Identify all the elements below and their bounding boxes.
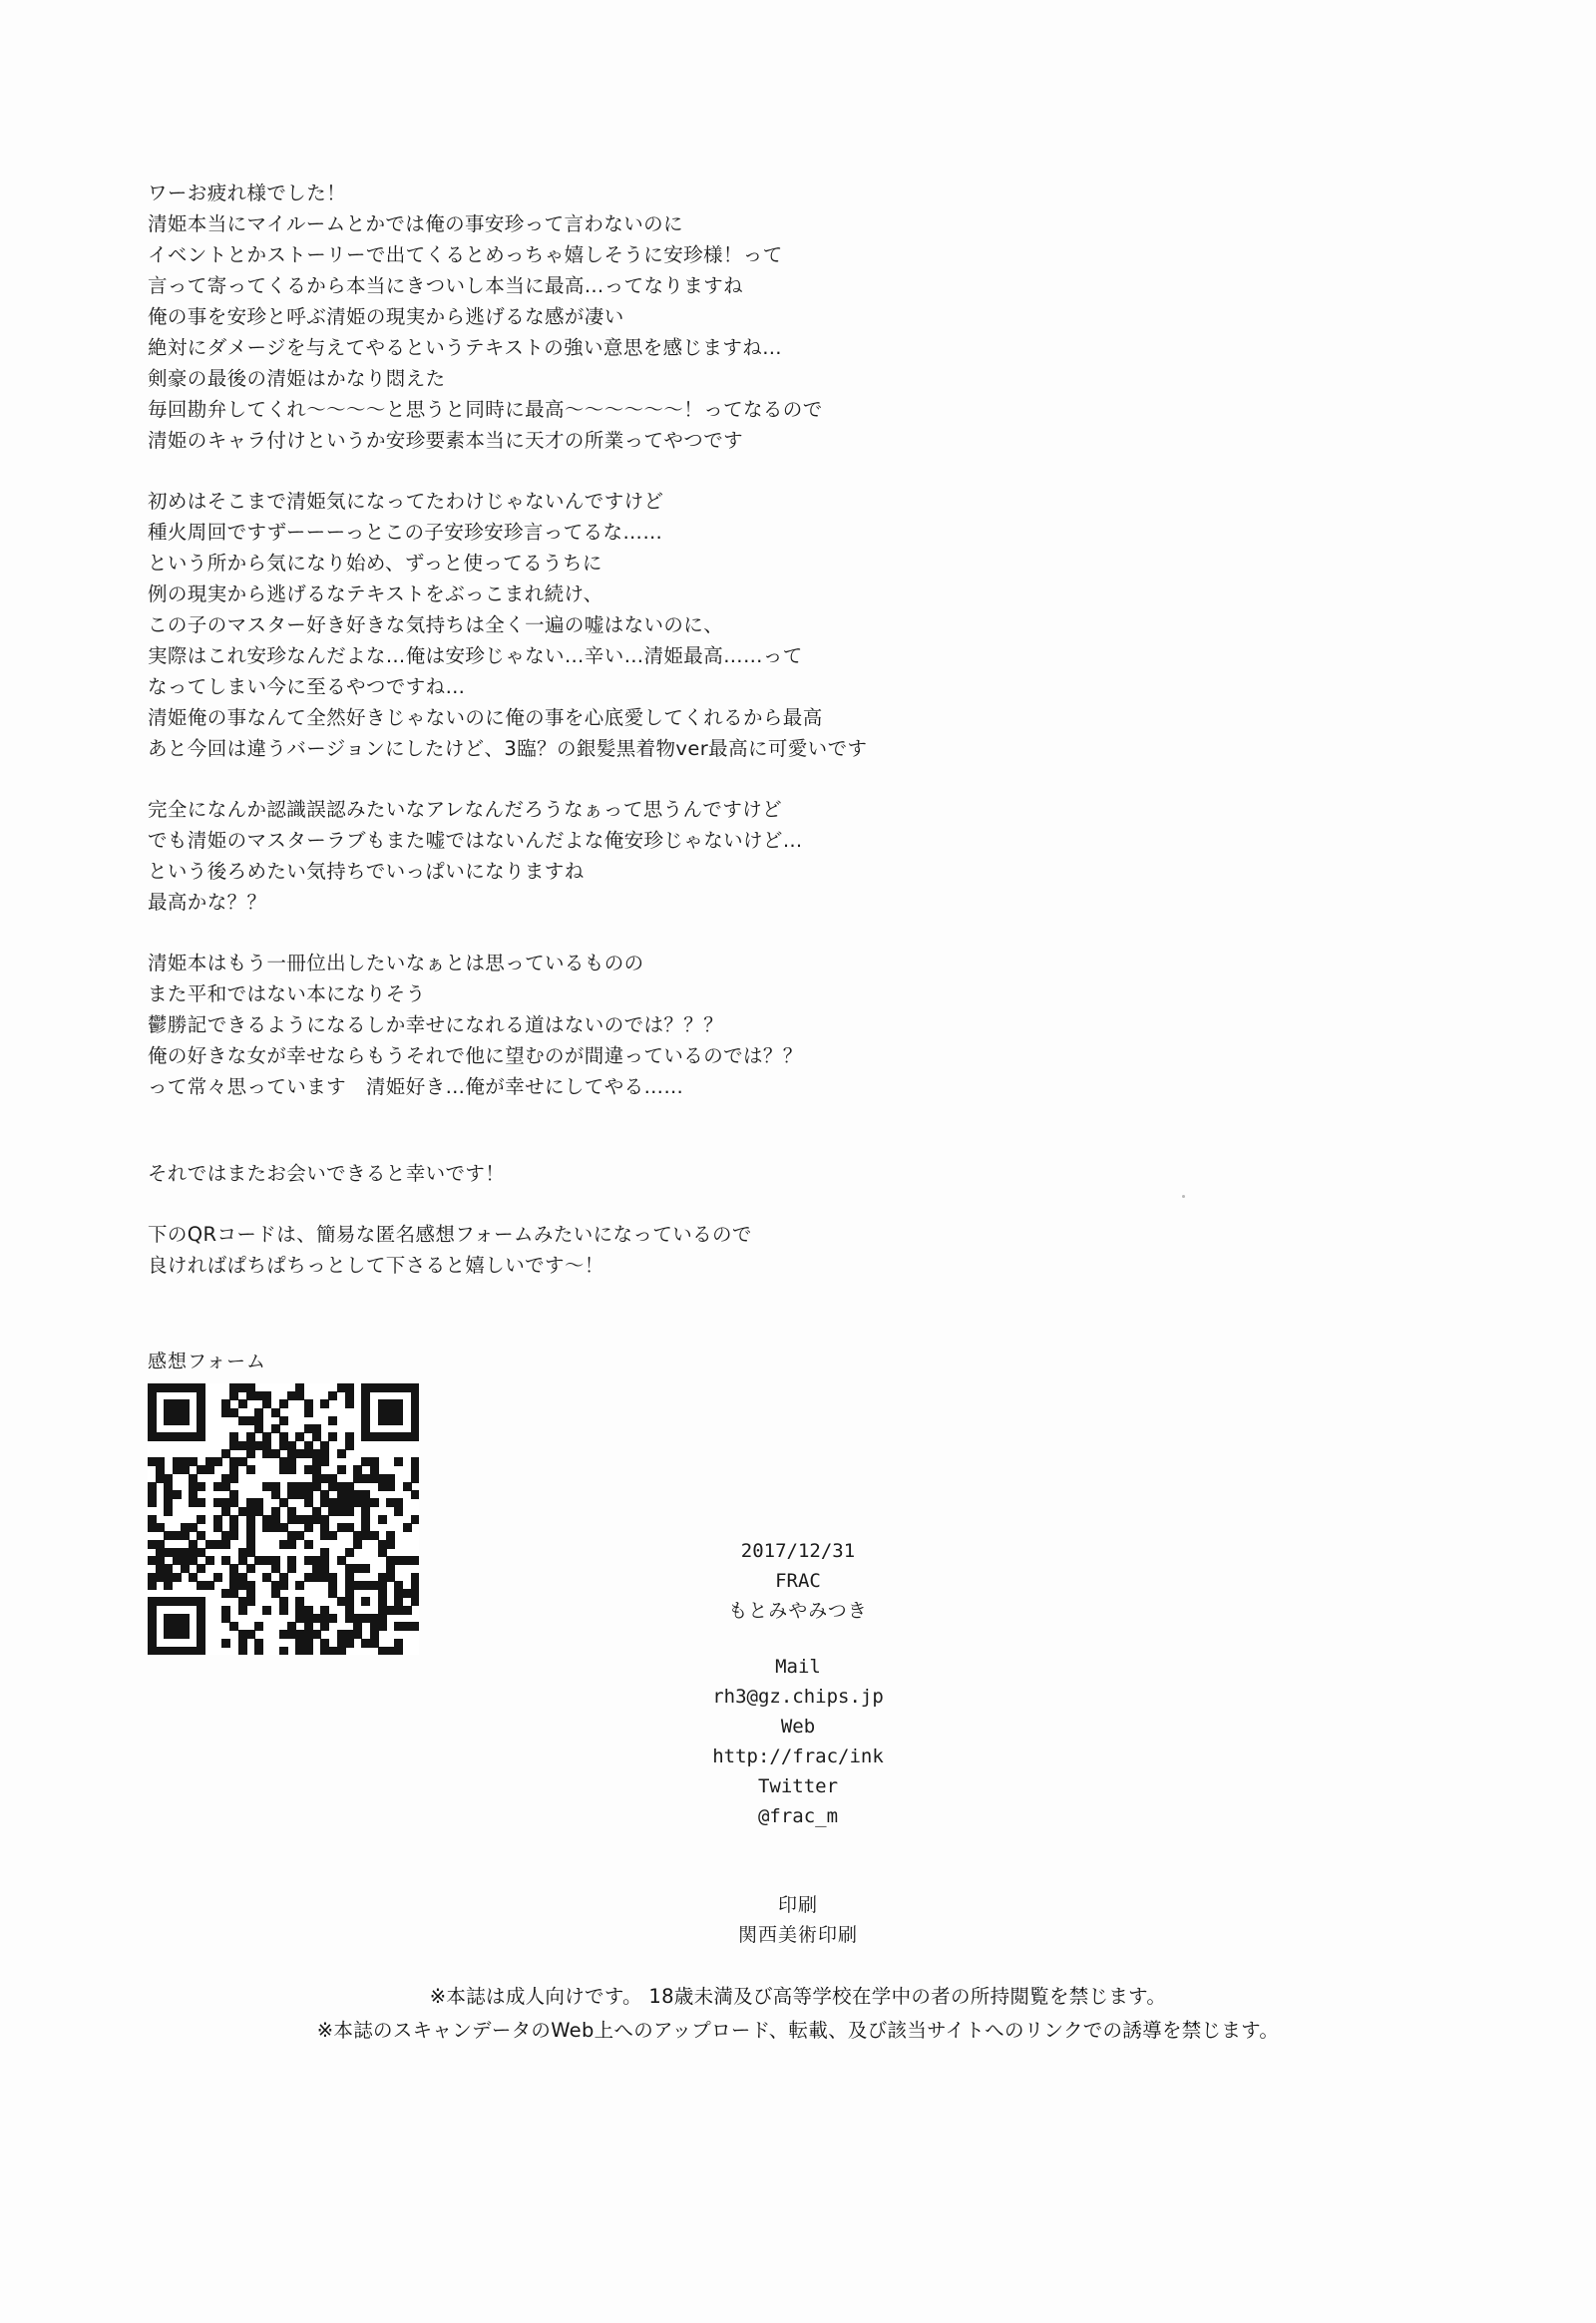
colophon-twitter-value: @frac_m (757, 1805, 839, 1827)
afterword-line: 下のQRコードは、簡易な匿名感想フォームみたいになっているので (148, 1223, 752, 1246)
afterword-line: 完全になんか認識誤認みたいなアレなんだろうなぁって思うんですけど (148, 798, 783, 821)
colophon-mail-label: Mail (775, 1656, 821, 1678)
afterword-line: 俺の好きな女が幸せならもうそれで他に望むのが間違っているのでは？？ (148, 1044, 803, 1067)
notice-line-1: ※本誌は成人向けです。 18歳未満及び高等学校在学中の者の所持閲覧を禁じます。 (429, 1985, 1167, 2008)
afterword-line: 種火周回ですずーーーっとこの子安珍安珍言ってるな…… (148, 521, 663, 544)
colophon (0, 1536, 1596, 1831)
afterword-line: 最高かな？？ (148, 891, 267, 914)
colophon-author: もとみやみつき (728, 1600, 868, 1622)
afterword-line: 清姫本当にマイルームとかでは俺の事安珍って言わないのに (148, 212, 683, 235)
qr-caption: 感想フォーム (148, 1351, 267, 1372)
afterword-paragraph-3 (148, 794, 1325, 918)
afterword-paragraph-2 (148, 486, 1325, 764)
afterword-text (148, 178, 1325, 1311)
afterword-paragraph-6 (148, 1219, 1325, 1281)
afterword-line: 初めはそこまで清姫気になってたわけじゃないんですけど (148, 490, 664, 513)
afterword-line: ワーお疲れ様でした！ (148, 182, 347, 204)
afterword-line: それではまたお会いできると幸いです！ (148, 1162, 506, 1185)
afterword-line: 例の現実から逃げるなテキストをぶっこまれ続け、 (148, 582, 603, 605)
afterword-line: という後ろめたい気持ちでいっぱいになりますね (148, 860, 585, 883)
printer-block (0, 1890, 1596, 1950)
afterword-line: 清姫本はもう一冊位出したいなぁとは思っているものの (148, 952, 644, 974)
printer-label: 印刷 (777, 1894, 818, 1916)
afterword-line: イベントとかストーリーで出てくるとめっちゃ嬉しそうに安珍様！って (148, 243, 783, 266)
notice-line-2: ※本誌のスキャンデータのWeb上へのアップロード、転載、及び該当サイトへのリンクでの誘導を禁じます。 (316, 2019, 1280, 2042)
colophon-spacer (0, 1626, 1596, 1652)
afterword-line: という所から気になり始め、ずっと使ってるうちに (148, 552, 602, 575)
afterword-line: 清姫俺の事なんて全然好きじゃないのに俺の事を心底愛してくれるから最高 (148, 706, 823, 729)
afterword-line: 実際はこれ安珍なんだよな…俺は安珍じゃない…辛い…清姫最高……って (148, 644, 803, 667)
afterword-line: でも清姫のマスターラブもまた嘘ではないんだよな俺安珍じゃないけど… (148, 829, 803, 852)
colophon-web-value: http://frac/ink (712, 1745, 884, 1767)
afterword-line: 毎回勘弁してくれ〜〜〜〜と思うと同時に最高〜〜〜〜〜〜！ってなるので (148, 398, 823, 421)
afterword-line: あと今回は違うバージョンにしたけど、3臨？の銀髪黒着物ver最高に可愛いです (148, 737, 868, 760)
afterword-line: 言って寄ってくるから本当にきついし本当に最高…ってなりますね (148, 274, 744, 297)
afterword-line: って常々思っています 清姫好き…俺が幸せにしてやる…… (148, 1075, 684, 1098)
afterword-line: 鬱勝記できるようになるしか幸せになれる道はないのでは？？？ (148, 1013, 724, 1036)
colophon-circle: FRAC (775, 1570, 821, 1592)
afterword-line: この子のマスター好き好きな気持ちは全く一遍の嘘はないのに、 (148, 613, 724, 636)
afterword-line: 絶対にダメージを与えてやるというテキストの強い意思を感じますね… (148, 336, 783, 359)
afterword-line: 良ければぱちぱちっとして下さると嬉しいです〜！ (148, 1254, 604, 1277)
afterword-line: 清姫のキャラ付けというか安珍要素本当に天才の所業ってやつです (148, 429, 744, 452)
afterword-paragraph-4 (148, 948, 1325, 1102)
colophon-web-label: Web (780, 1716, 816, 1738)
afterword-line: 俺の事を安珍と呼ぶ清姫の現実から逃げるな感が凄い (148, 305, 624, 328)
legal-notice (0, 1980, 1596, 2048)
afterword-paragraph-5 (148, 1158, 1325, 1189)
colophon-mail-value: rh3@gz.chips.jp (712, 1686, 884, 1708)
colophon-twitter-label: Twitter (757, 1775, 839, 1797)
paragraph-spacer (148, 1132, 1325, 1158)
afterword-line: また平和ではない本になりそう (148, 982, 426, 1005)
printer-company: 関西美術印刷 (737, 1924, 858, 1946)
afterword-line: なってしまい今に至るやつですね… (148, 675, 466, 698)
afterword-line: 剣豪の最後の清姫はかなり悶えた (148, 367, 446, 390)
colophon-date: 2017/12/31 (740, 1540, 856, 1562)
afterword-paragraph-1 (148, 178, 1325, 456)
